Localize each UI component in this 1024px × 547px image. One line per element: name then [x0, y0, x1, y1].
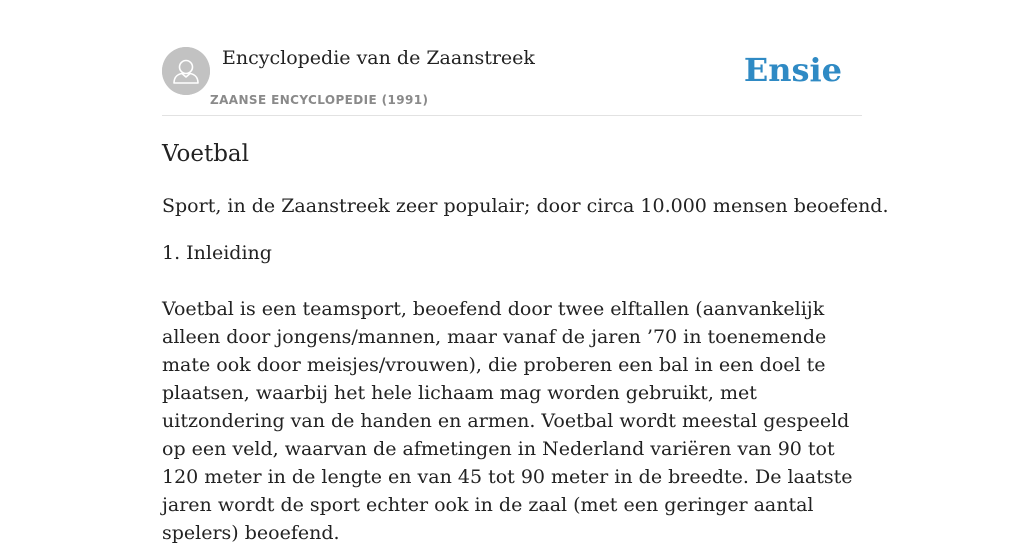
source-header — [162, 0, 862, 116]
content-container — [162, 0, 889, 544]
book-title[interactable]: Encyclopedie van de Zaanstreek — [222, 47, 535, 69]
entry-lead: Sport, in de Zaanstreek zeer populair; door circa 10.000 mensen beoefend. — [162, 195, 889, 217]
book-subtitle: ZAANSE ENCYCLOPEDIE (1991) — [210, 93, 429, 107]
entry-paragraph: Voetbal is een teamsport, beoefend door twee elftallen (aanvankelijk alleen door jongens/mannen, maar vanaf de jaren ’70 in toenemende mate ook door meisjes/vrouwen), die proberen een bal in een doel te plaatsen, waarbij het hele lichaam mag worden gebruikt, met uitzondering van de handen en armen. Voetbal wordt meestal gespeeld op een veld, waarvan de afmetingen in Nederland variëren van 90 tot 120 meter in de lengte en van 45 tot 90 meter in de breedte. De laatste jaren wordt de sport echter ook in de zaal (met een geringer aantal spelers) beoefend. — [162, 298, 853, 544]
user-icon[interactable] — [162, 47, 210, 95]
entry-title: Voetbal — [162, 141, 249, 167]
user-icon-graphic — [162, 47, 210, 95]
section-heading: 1. Inleiding — [162, 242, 272, 264]
ensie-logo[interactable]: Ensie — [743, 51, 842, 89]
